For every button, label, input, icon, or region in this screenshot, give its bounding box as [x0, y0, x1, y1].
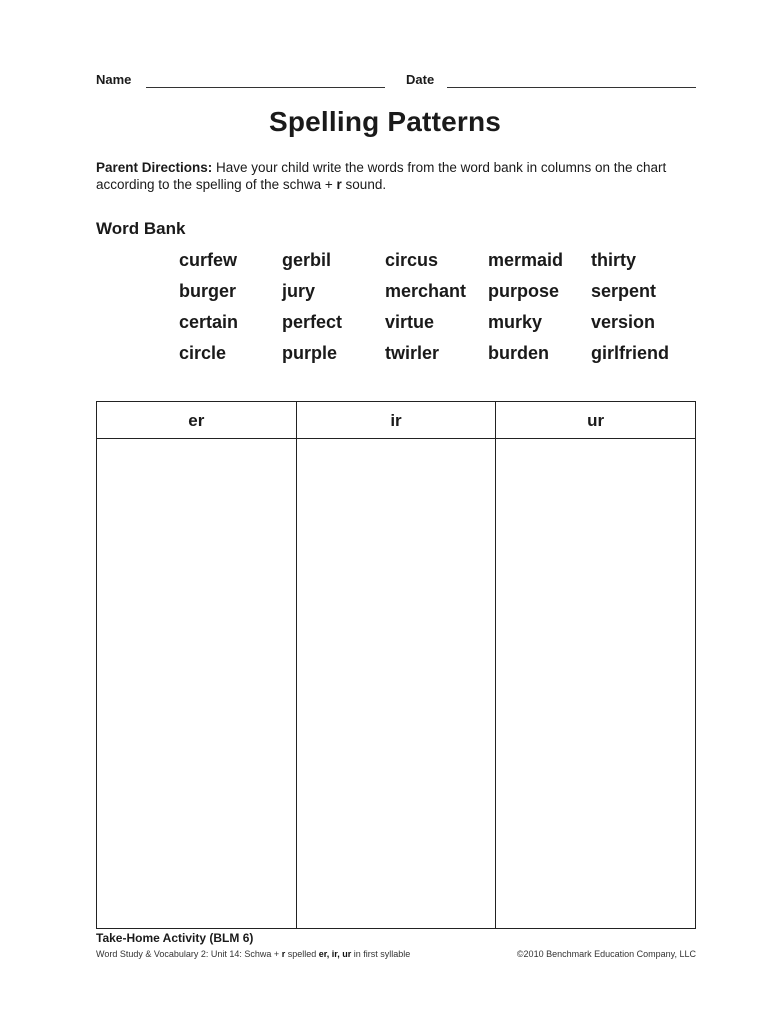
footer-subtitle-r: r	[281, 949, 286, 959]
chart-column-writing-area[interactable]	[97, 439, 296, 928]
directions-r: r	[336, 177, 342, 192]
footer-subtitle-text: Word Study & Vocabulary 2: Unit 14: Schwa +	[96, 949, 282, 959]
chart-column-header: ir	[297, 402, 496, 439]
name-label: Name	[96, 72, 132, 87]
chart-column-ur	[496, 402, 695, 928]
word-bank-word: jury	[282, 281, 316, 301]
word-bank-word: twirler	[385, 343, 440, 363]
chart-column-ir	[297, 402, 497, 928]
chart-column-header: er	[97, 402, 296, 439]
chart-column-header: ur	[496, 402, 695, 439]
date-field[interactable]	[447, 87, 696, 88]
sorting-chart	[96, 401, 696, 929]
word-bank-word: gerbil	[282, 250, 332, 270]
footer-subtitle-text-2: spelled	[285, 949, 319, 959]
name-date-row	[96, 72, 696, 92]
activity-title: Take-Home Activity (BLM 6)	[96, 931, 254, 945]
word-bank-word: circle	[179, 343, 227, 363]
copyright: ©2010 Benchmark Education Company, LLC	[516, 949, 696, 959]
word-bank-word: circus	[385, 250, 439, 270]
footer-subtitle-patterns: er, ir, ur	[318, 949, 352, 959]
footer-subtitle	[96, 949, 410, 959]
word-bank-word: purple	[282, 343, 338, 363]
chart-column-writing-area[interactable]	[496, 439, 695, 928]
word-bank-word: perfect	[282, 312, 343, 332]
directions-text: Have your child write the words from the word bank in columns on the chart according to the spelling of the schwa +	[96, 160, 667, 192]
parent-directions	[96, 159, 696, 193]
word-bank-word: virtue	[385, 312, 435, 332]
word-bank-word: mermaid	[488, 250, 564, 270]
word-bank-word: merchant	[385, 281, 467, 301]
word-bank-word: version	[591, 312, 656, 332]
word-bank-word: murky	[488, 312, 543, 332]
chart-column-er	[97, 402, 297, 928]
chart-column-writing-area[interactable]	[297, 439, 496, 928]
word-bank-word: certain	[179, 312, 239, 332]
word-bank-word: burger	[179, 281, 237, 301]
word-bank-word: curfew	[179, 250, 238, 270]
word-bank-word: thirty	[591, 250, 636, 270]
directions-text-end: sound.	[341, 177, 387, 192]
date-label: Date	[406, 72, 435, 87]
name-field[interactable]	[146, 87, 385, 88]
word-bank-word: burden	[488, 343, 549, 363]
word-bank-grid	[179, 250, 699, 374]
footer-subtitle-text-3: in first syllable	[351, 949, 411, 959]
word-bank-word: purpose	[488, 281, 560, 301]
word-bank-word: serpent	[591, 281, 657, 301]
word-bank-word: girlfriend	[591, 343, 670, 363]
word-bank-title: Word Bank	[96, 219, 186, 238]
directions-label: Parent Directions:	[96, 160, 213, 175]
page-title: Spelling Patterns	[268, 106, 502, 137]
